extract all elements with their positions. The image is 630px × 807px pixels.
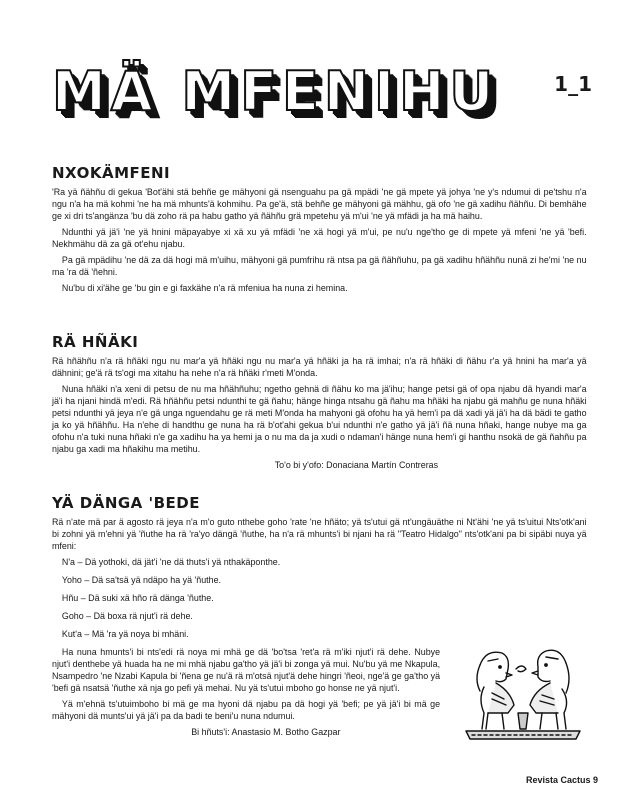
section-title-ya-danga-bede: YÄ DÄNGA 'BEDE — [52, 494, 200, 512]
list-item: Goho – Dä boxa rä njut'i rä dehe. — [61, 611, 193, 621]
paragraph: Ndunthi yä jä'i 'ne yä hnini mäpayabye xi xä xu yä mfädi 'ne xä hogi yä m'ui, pe nu'u nge'tho ge di mpete yä mfeni 'ne yä 'befi. Nekhmähu dä za gä ot'ehu njabu. — [52, 227, 587, 249]
paragraph: Rä hñähñu n'a rä hñäki ngu nu mar'a yä hñäki ngu nu mar'a yä hñäki ja ha rä imhai; n'a rä hñäki di ñähu r'a yä hnini ha mar'a yä dähnini; ge'ä rä ts'ogi ma xitahu ha nehe n'a rä hñäki r'meti M'onda. — [52, 356, 587, 378]
footer-credit: Revista Cactus 9 — [525, 775, 598, 785]
paragraph: Nu'bu di xi'ähe ge 'bu gin e gi faxkähe n'a rä mfeniua ha nuna zi hemina. — [61, 283, 348, 293]
two-figures-illustration — [458, 639, 588, 741]
issue-number: 1_1 — [554, 72, 592, 96]
section-body-ya-danga-bede — [52, 516, 592, 646]
section-title-nxokamfeni: NXOKÄMFENI — [52, 164, 171, 182]
list-item: N'a – Dä yothoki, dä jät'i 'ne dä thuts'i yä nthakäponthe. — [61, 557, 281, 567]
section-title-ra-hnaki: RÄ HÑÄKI — [52, 333, 139, 351]
list-item: Yoho – Dä sa'tsä yä ndäpo ha yä 'ñuthe. — [61, 575, 222, 585]
paragraph: Yä m'ehnä ts'utuimboho bi mä ge ma hyoni dä njabu pa dä hogi yä 'befi; pe yä jä'i bi mä ge mähyoni dä munts'ui yä jä'i pa da badi te beni'u nuna ndumui. — [52, 699, 441, 721]
author-signature: To'o bi y'ofo: Donaciana Martín Contreras — [274, 460, 439, 470]
paragraph: Nuna hñäki n'a xeni di petsu de nu ma hñähñuhu; ngetho gehnä di ñähu ko ma jä'ihu; hange petsi gä of opa njabu dä hyandi mar'a jä'i ha njani hindä m'edi. Rä hñähñu petsi ndunthi te gä ñahu; hänge hinga ntsahu gä ñahu ma hñäki ha njabu gä mahñu ge nuna hñäki petsi ndunthi yä jeya n'e gä unga nguendahu ge rä meti M'onda ha mahyoni gä ofohu ha yä hem'i pa dä xadi yä jä'i ha dä bädi te gatho ja ko yä hñähñu. Ha n'ehe di handthu ge nuna ha rä b'ot'ahi gekua b'ui ndunthi n'e gatho yä jä'i ñä nuna hñaki, hange nubye ma ga ofohu n'a tuki nuna hñaki n'e ga xadihu ha ya hemi ja o nu ma da ja xudi o ndaman'i hänge nuna hem'i gi hanthu nsokä de gä ñahñu pa njabu ga xadi ma hñakihu ma metihu. — [52, 384, 587, 454]
magazine-title: MÄ MFENIHU — [52, 60, 499, 123]
paragraph: Ha nuna hmunts'i bi nts'edi rä noya mi mhä ge dä 'bo'tsa 'ret'a rä m'iki njut'i rä dehe. Nubye njut'i denthebe yä huada ha ne mi mhä njabu ga'tho yä jä'i bi zonga yä mui. Nu'bu yä me Nkapula, Nsampedro 'ne Nzabi Kapula bi 'ñena ge nu'ä rä m'otsä njut'ä dehe hingri 'ñeoi, nge'ä ge ga'tho yä 'befi gä nsatsä 'ñuthe xä nja go pefi yä mehai. Nu yä ts'utui mboho go honse ne yä njut'i. — [52, 647, 441, 693]
section-body-nxokamfeni — [52, 186, 592, 298]
list-item: Kut'a – Mä 'ra yä noya bi mhäni. — [61, 629, 189, 639]
masthead — [52, 52, 592, 144]
section-body-ya-danga-bede-cont — [52, 646, 444, 742]
paragraph: Rä n'ate mä par ä agosto rä jeya n'a m'o guto nthebe goho 'rate 'ne hñäto; yä ts'utui gä nt'ungäuäthe ni Nt'ähi 'ne yä ts'uitui Nts'otk'ani bi zohni yä m'ehni yä 'ñuthe ha rä 'ra'yo dängä 'ñuthe, ha n'a rä mhunts'i bi njani ha rä "Teatro Hidalgo" nts'otk'ani pa bi sipäbi nuya yä mfeni: — [52, 517, 587, 551]
author-signature: Bi hñuts'i: Anastasio M. Botho Gazpar — [191, 727, 341, 737]
list-item: Hñu – Dä suki xä hño rä dänga 'ñuthe. — [61, 593, 214, 603]
paragraph: Pa gä mpädihu 'ne dä za dä hogi mä m'uihu, mähyoni gä pumfrihu rä ntsa pa gä ñähñuhu, pa gä xadihu hñähñu nunä zi he'mi 'ne nu ma 'ra dä 'ñehni. — [52, 255, 587, 277]
paragraph: 'Ra yä ñähñu di gekua 'Bot'ähi stä behñe ge mähyoni gä nsenguahu pa gä mpädi 'ne gä mpete yä johya 'ne y's ndumui di pe'tshu n'a ngu n'a ha mä kohmi 'ne ha mä mhunts'ä kohmihu. Pa ge'ä, stä behñe ge mähyoni gä mähhu, gä ofo 'ne gä xadihu ñähñu. Di bemhähe ge xi dri ts'angänza 'bu dä zoho rä pa habu gatho yä ñähñu grä mpetehu yä m'ui 'ne yä mfädi ja ha mä haihu. — [52, 187, 587, 221]
section-body-ra-hnaki — [52, 355, 592, 475]
